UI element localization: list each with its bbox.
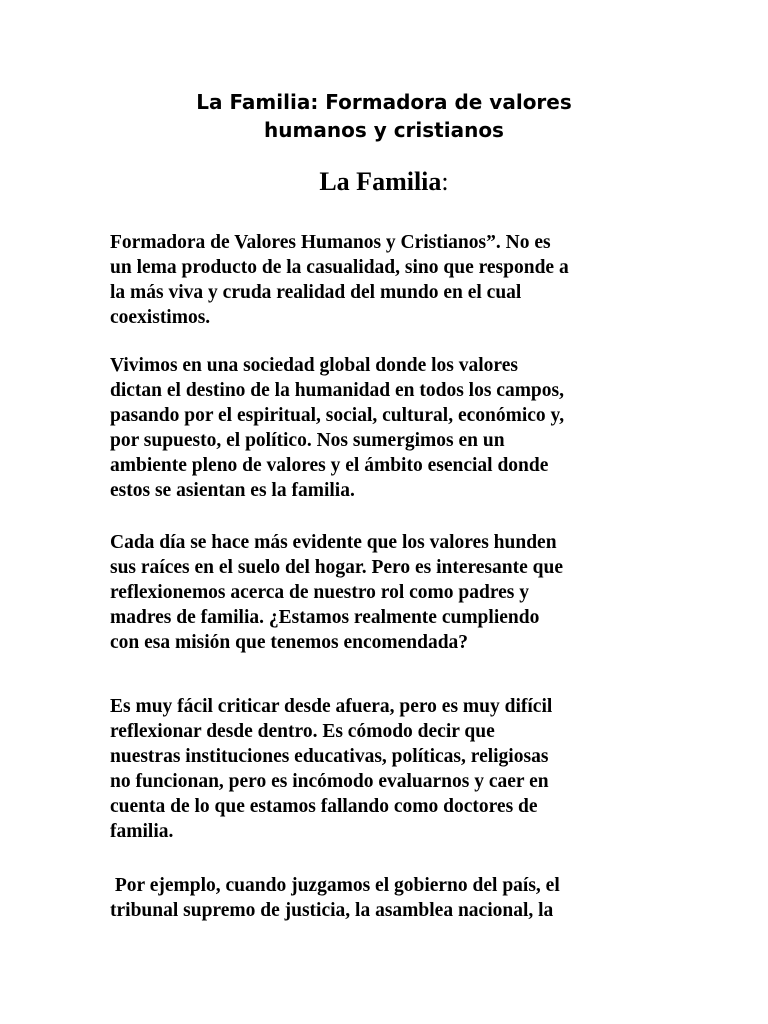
paragraph-line: por supuesto, el político. Nos sumergimos en un <box>110 430 505 451</box>
paragraph-line: sus raíces en el suelo del hogar. Pero es interesante que <box>110 557 563 578</box>
section-heading-text: La Familia <box>319 167 442 196</box>
paragraph-line: no funcionan, pero es incómodo evaluarnos y caer en <box>110 771 549 792</box>
paragraph-line: madres de familia. ¿Estamos realmente cumpliendo <box>110 607 540 628</box>
paragraph-line: cuenta de lo que estamos fallando como doctores de <box>110 796 538 817</box>
paragraph-line: pasando por el espiritual, social, cultural, económico y, <box>110 405 565 426</box>
section-heading <box>0 166 768 198</box>
paragraph-example <box>110 873 670 923</box>
paragraph-line: tribunal supremo de justicia, la asamblea nacional, la <box>110 900 554 921</box>
paragraph-line: la más viva y cruda realidad del mundo en el cual <box>110 282 522 303</box>
document-title-line: humanos y cristianos <box>264 118 504 142</box>
paragraph-line: Formadora de Valores Humanos y Cristianos”. No es <box>110 232 551 253</box>
paragraph-line: reflexionemos acerca de nuestro rol como padres y <box>110 582 530 603</box>
paragraph-line: reflexionar desde dentro. Es cómodo decir que <box>110 721 495 742</box>
paragraph-line: ambiente pleno de valores y el ámbito esencial donde <box>110 455 549 476</box>
section-heading-colon: : <box>441 167 449 196</box>
paragraph-line: coexistimos. <box>110 307 211 328</box>
paragraph-home <box>110 530 670 655</box>
paragraph-society <box>110 353 670 503</box>
paragraph-line: Cada día se hace más evidente que los valores hunden <box>110 532 557 553</box>
paragraph-line: dictan el destino de la humanidad en todos los campos, <box>110 380 564 401</box>
paragraph-line: nuestras instituciones educativas, políticas, religiosas <box>110 746 549 767</box>
paragraph-line: Vivimos en una sociedad global donde los valores <box>110 355 518 376</box>
paragraph-line: Es muy fácil criticar desde afuera, pero es muy difícil <box>110 696 553 717</box>
document-title <box>0 88 768 144</box>
paragraph-line: con esa misión que tenemos encomendada? <box>110 632 469 653</box>
document-title-line: La Familia: Formadora de valores <box>196 90 572 114</box>
paragraph-criticism <box>110 694 670 844</box>
paragraph-line: un lema producto de la casualidad, sino que responde a <box>110 257 569 278</box>
paragraph-line: familia. <box>110 821 174 842</box>
paragraph-line: Por ejemplo, cuando juzgamos el gobierno del país, el <box>110 875 560 896</box>
paragraph-line: estos se asientan es la familia. <box>110 480 355 501</box>
paragraph-intro <box>110 230 670 330</box>
